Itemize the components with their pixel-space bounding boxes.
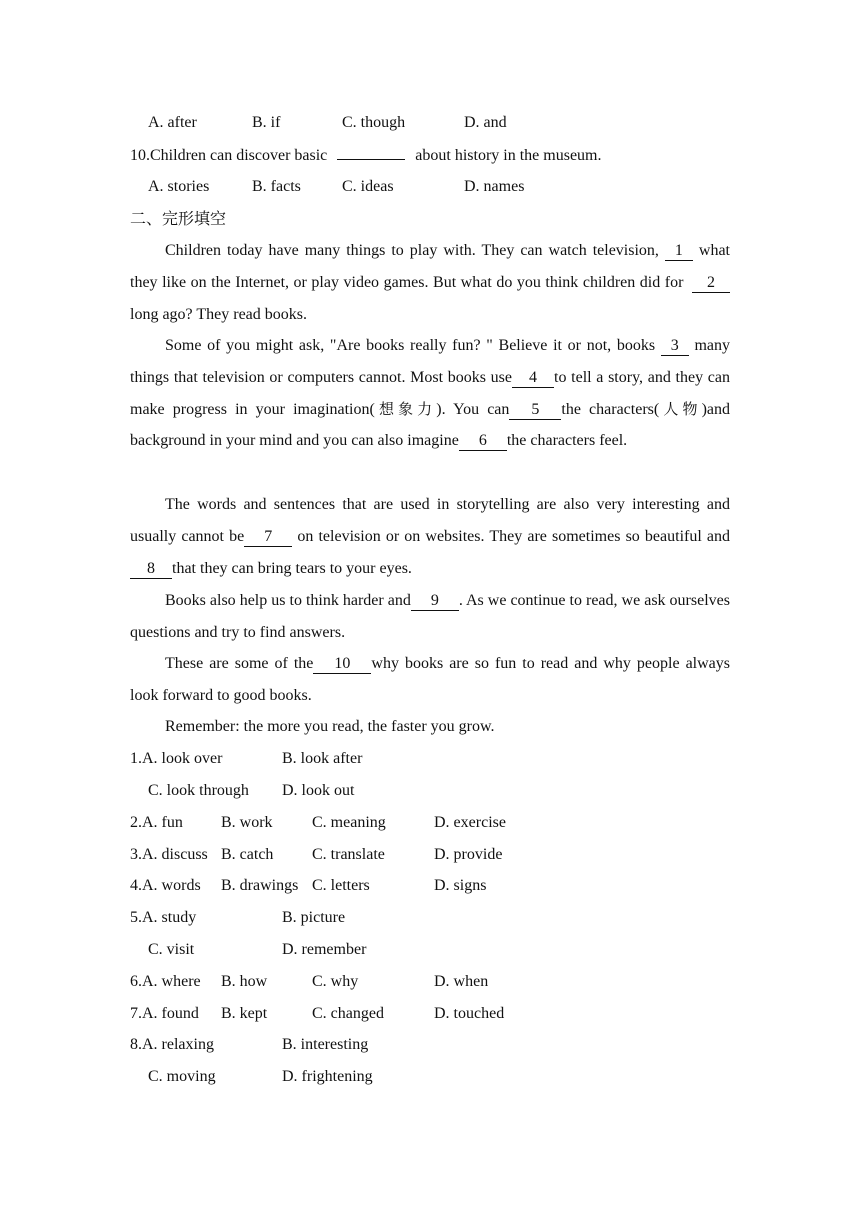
option-b: B. if: [252, 114, 281, 131]
passage-text: long ago? They read books.: [130, 305, 307, 323]
passage-text: to tell a story, and they can make progress in your imagination(: [130, 368, 730, 418]
option-c: C. changed: [312, 1005, 384, 1022]
option-d: D. provide: [434, 846, 503, 863]
option-a: A. relaxing: [142, 1036, 214, 1053]
passage-text: Children today have many things to play with. They can watch television,: [165, 242, 665, 259]
option-d: D. and: [464, 114, 507, 131]
option-d: D. names: [464, 178, 525, 195]
question-number: 5.: [130, 909, 142, 926]
passage-text: These are some of the: [165, 655, 314, 672]
answer-blank: [337, 159, 405, 160]
passage-text: the characters feel.: [506, 432, 628, 450]
option-d: D. exercise: [434, 814, 506, 831]
option-a: A. found: [142, 1005, 199, 1022]
option-b: B. picture: [282, 909, 346, 926]
passage-text: The words and sentences that are used in storytelling are also very interesting and usually cannot be: [130, 496, 730, 545]
option-d: D. signs: [434, 877, 487, 894]
question-number: 6.: [130, 973, 142, 990]
passage-text: ). You can: [436, 400, 510, 418]
option-c: C. visit: [148, 941, 195, 958]
blank-3: 3: [661, 337, 689, 356]
blank-5: 5: [509, 401, 561, 420]
question-number: 8.: [130, 1036, 142, 1053]
option-c: C. moving: [148, 1068, 216, 1085]
passage-paragraph-2: [130, 330, 730, 457]
blank-9: 9: [411, 592, 459, 611]
passage-text: on television or on websites. They are sometimes so beautiful and: [292, 527, 731, 545]
passage-text: that they can bring tears to your eyes.: [172, 559, 412, 577]
passage-text: the characters(: [561, 400, 660, 418]
blank-10: 10: [313, 655, 371, 674]
section-heading: 二、完形填空: [130, 209, 227, 228]
passage-text: . As we continue to read, we ask ourselves questions and try to find answers.: [130, 592, 730, 641]
question-10-prefix: 10.Children can discover basic: [130, 147, 328, 164]
question-number: 4.: [130, 877, 142, 894]
passage-paragraph-1: [130, 235, 730, 330]
question-number: 7.: [130, 1005, 142, 1022]
option-d: D. remember: [282, 941, 367, 958]
option-b: B. drawings: [221, 877, 299, 894]
option-a: A. fun: [142, 814, 183, 831]
passage-text-chinese: 想象力: [374, 399, 437, 418]
option-a: A. stories: [148, 178, 210, 195]
option-b: B. kept: [221, 1005, 268, 1022]
question-10-suffix: about history in the museum.: [415, 147, 602, 164]
option-b: B. catch: [221, 846, 274, 863]
option-b: B. look after: [282, 750, 363, 767]
option-b: B. work: [221, 814, 273, 831]
passage-text: )and background in your mind and you can also imagine: [130, 400, 730, 450]
option-d: D. frightening: [282, 1068, 373, 1085]
blank-1: 1: [665, 242, 693, 261]
passage-paragraph-5: [130, 648, 730, 712]
question-number: 1.: [130, 750, 142, 767]
option-a: A. discuss: [142, 846, 208, 863]
option-c: C. ideas: [342, 178, 394, 195]
option-c: C. though: [342, 114, 406, 131]
option-d: D. look out: [282, 782, 355, 799]
passage-text: Some of you might ask, "Are books really fun? " Believe it or not, books: [165, 337, 661, 354]
option-a: A. words: [142, 877, 201, 894]
passage-paragraph-3: [130, 489, 730, 584]
option-c: C. letters: [312, 877, 370, 894]
option-d: D. when: [434, 973, 489, 990]
passage-paragraph-4: [130, 585, 730, 649]
question-10: [130, 145, 601, 167]
question-number: 3.: [130, 846, 142, 863]
question-number: 2.: [130, 814, 142, 831]
passage-paragraph-6: Remember: the more you read, the faster you grow.: [165, 718, 495, 735]
option-b: B. how: [221, 973, 268, 990]
option-a: A. where: [142, 973, 201, 990]
blank-2: 2: [692, 274, 730, 293]
option-a: A. study: [142, 909, 197, 926]
option-a: A. look over: [142, 750, 223, 767]
blank-6: 6: [459, 432, 507, 451]
passage-text: what they like on the Internet, or play video games. But what do you think children did for: [130, 242, 730, 291]
passage-text-chinese: 人物: [659, 399, 702, 418]
blank-8: 8: [130, 560, 172, 579]
blank-4: 4: [512, 369, 554, 388]
option-b: B. facts: [252, 178, 301, 195]
blank-7: 7: [244, 528, 292, 547]
passage-text: why books are so fun to read and why people always look forward to good books.: [130, 655, 731, 704]
option-c: C. look through: [148, 782, 249, 799]
passage-text: Books also help us to think harder and: [165, 592, 411, 609]
option-b: B. interesting: [282, 1036, 369, 1053]
option-c: C. why: [312, 973, 359, 990]
option-c: C. meaning: [312, 814, 386, 831]
option-c: C. translate: [312, 846, 385, 863]
option-d: D. touched: [434, 1005, 505, 1022]
passage-text: many things that television or computers cannot. Most books use: [130, 337, 730, 386]
option-a: A. after: [148, 114, 197, 131]
